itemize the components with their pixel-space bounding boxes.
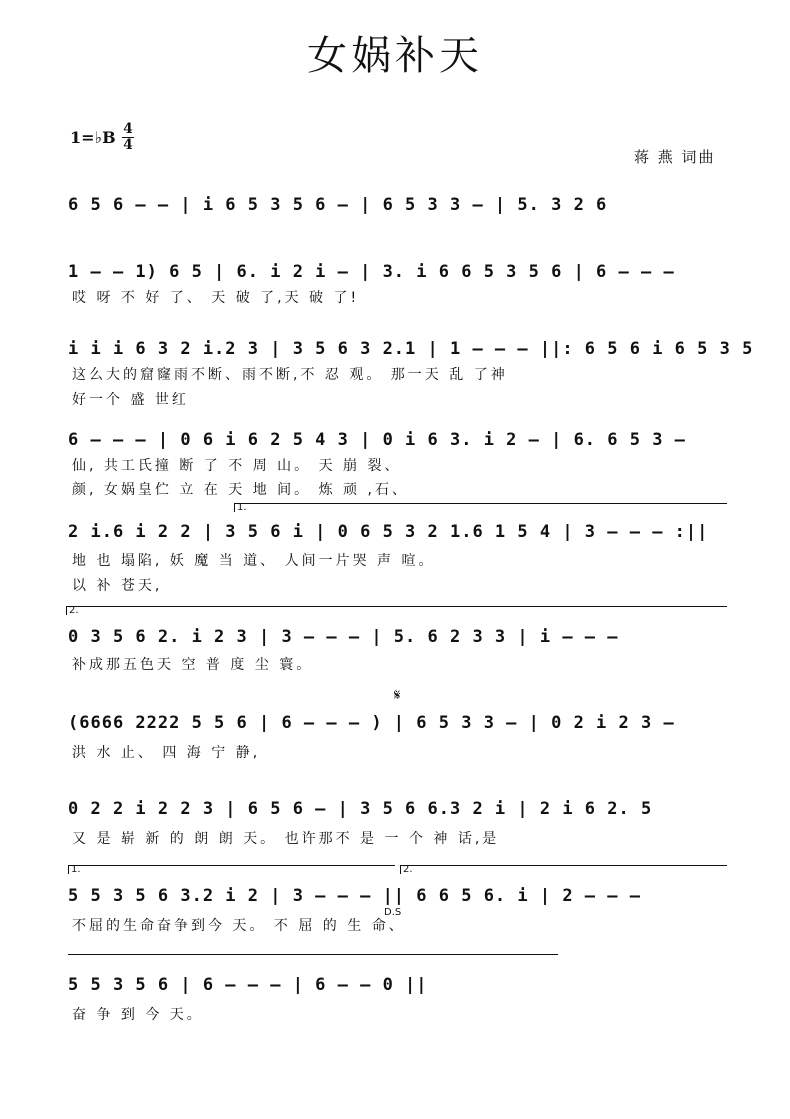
score-row-4 [68, 423, 732, 498]
score-row-9 [68, 864, 732, 934]
lyric-line: 奋 争 到 今 天。 [72, 1007, 204, 1023]
segno-icon: 𝄋 [394, 686, 401, 704]
score-row-1 [68, 188, 732, 232]
lyric-line: 地 也 塌陷, 妖 魔 当 道、 人间一片哭 声 喧。 [72, 553, 436, 569]
lyric-line: 颜, 女娲皇伫 立 在 天 地 间。 炼 顽 ,石、 [72, 482, 409, 498]
lyric-line: 又 是 崭 新 的 朗 朗 天。 也许那不 是 一 个 神 话,是 [72, 831, 500, 847]
score-row-6 [68, 605, 732, 673]
lyric-line: 补成那五色天 空 普 度 尘 寰。 [72, 657, 314, 673]
volta-2-bracket [66, 606, 727, 615]
notes: 6 – – – | 0 6 i 6 2 5 4 3 | 0 i 6 3. i 2 – | 6. 6 5 3 – [68, 430, 686, 450]
score-row-2 [68, 255, 732, 306]
lyric-line: 哎 呀 不 好 了、 天 破 了,天 破 了! [72, 290, 360, 306]
score-row-8 [68, 792, 732, 847]
lyric-line: 不屈的生命奋争到今 天。 不 屈 的 生 命、 [72, 918, 406, 934]
credit-lyricist-composer: 蒋 燕 词曲 [634, 148, 716, 166]
notes: 1 – – 1) 6 5 | 6. i 2 i – | 3. i 6 6 5 3 5 6 | 6 – – – [68, 262, 675, 282]
notes: i i i 6 3 2 i.2 3 | 3 5 6 3 2.1 | 1 – – – ||: 6 5 6 i 6 5 3 5 [68, 339, 754, 359]
score-row-3 [68, 332, 754, 408]
key-signature: 1=♭B [70, 128, 116, 147]
notes: 5 5 3 5 6 3.2 i 2 | 3 – – – || 6 6 5 6. i | 2 – – – [68, 886, 641, 906]
volta-2-label: 2. [403, 864, 413, 875]
notes: 5 5 3 5 6 | 6 – – – | 6 – – 0 || [68, 975, 428, 995]
lyric-line: 仙, 共工氏撞 断 了 不 周 山。 天 崩 裂、 [72, 458, 402, 474]
score-row-10 [68, 968, 732, 1023]
volta-2-bracket [400, 865, 727, 874]
time-bottom: 4 [123, 137, 133, 153]
song-title: 女娲补天 [307, 33, 483, 79]
notes: (6666 2222 5 5 6 | 6 – – – ) | 6 5 3 3 – | 0 2 i 2 3 – [68, 713, 675, 733]
score-row-5 [68, 502, 732, 594]
volta-1-label: 1. [237, 502, 247, 513]
lyric-line: 好一个 盛 世红 [72, 392, 189, 408]
time-top: 4 [123, 121, 133, 137]
volta-2-label: 2. [69, 605, 79, 616]
lyric-line: 以 补 苍天, [72, 578, 163, 594]
lyric-line: 洪 水 止、 四 海 宁 静, [72, 745, 261, 761]
volta-1-bracket [234, 503, 727, 512]
volta-1-bracket [68, 865, 395, 874]
notes: 6 5 6 – – | i 6 5 3 5 6 – | 6 5 3 3 – | 5. 3 2 6 [68, 195, 608, 215]
coda-bracket [68, 954, 558, 963]
notes: 2 i.6 i 2 2 | 3 5 6 i | 0 6 5 3 2 1.6 1 5 4 | 3 – – – :|| [68, 522, 709, 542]
lyric-line: 这么大的窟窿雨不断、雨不断,不 忍 观。 那一天 乱 了神 [72, 367, 508, 383]
score-row-7 [68, 686, 732, 761]
time-signature [120, 122, 136, 153]
notes: 0 3 5 6 2. i 2 3 | 3 – – – | 5. 6 2 3 3 | i – – – [68, 627, 619, 647]
notes: 0 2 2 i 2 2 3 | 6 5 6 – | 3 5 6 6.3 2 i | 2 i 6 2. 5 [68, 799, 653, 819]
volta-1-label: 1. [71, 864, 81, 875]
ds-mark: D.S [384, 907, 402, 918]
